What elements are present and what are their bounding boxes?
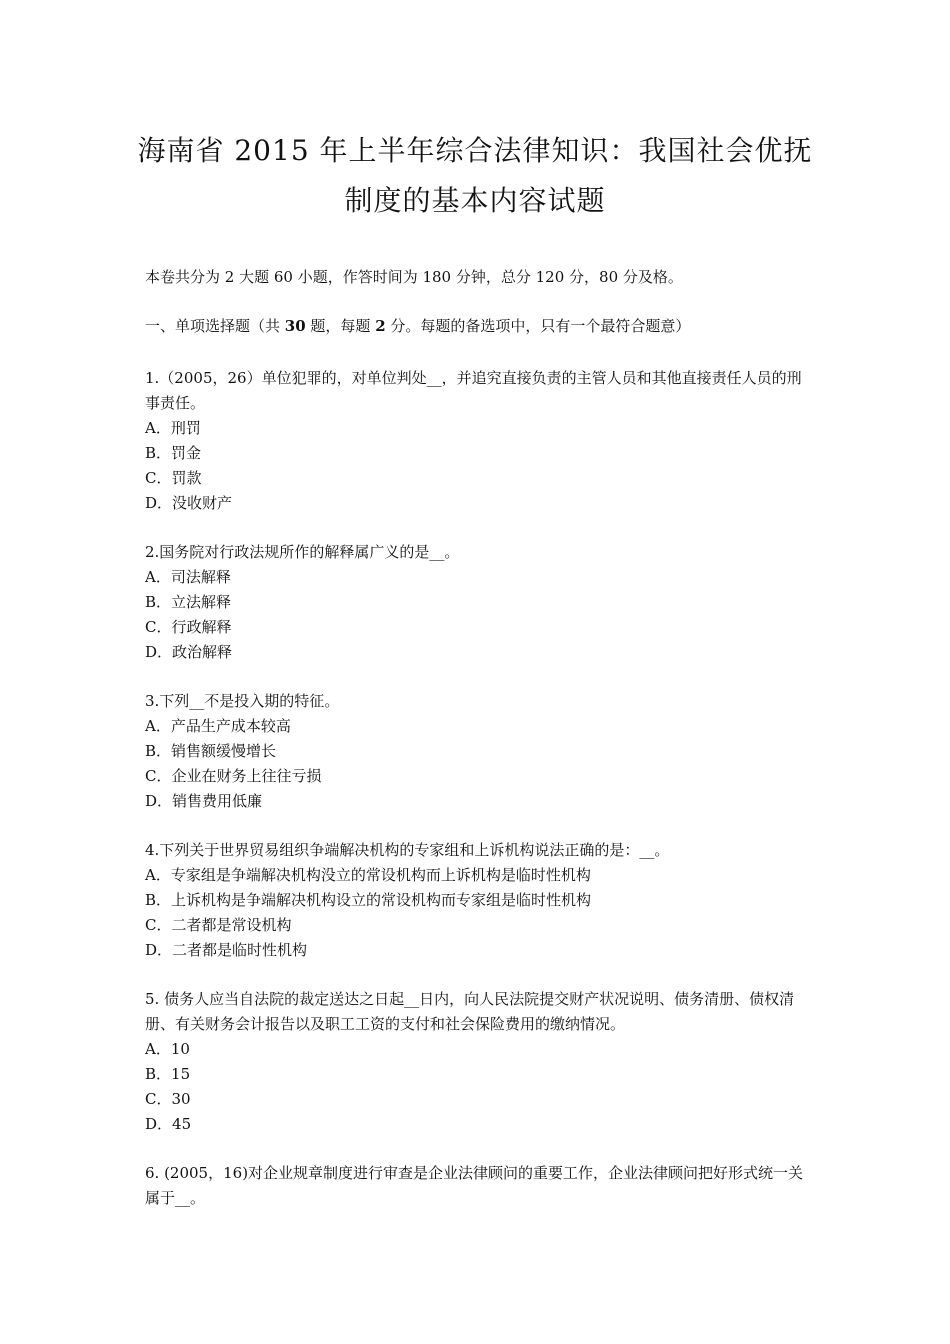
option-d: D．45	[145, 1115, 192, 1133]
exam-intro: 本卷共分为 2 大题 60 小题，作答时间为 180 分钟，总分 120 分，80 分及格。	[145, 268, 683, 286]
option-a: A．刑罚	[145, 419, 201, 437]
question-2	[145, 540, 815, 665]
question-6	[145, 1161, 815, 1211]
question-text: 2.国务院对行政法规所作的解释属广义的是__。	[145, 543, 460, 561]
option-c: C．30	[145, 1090, 191, 1108]
document-title	[120, 126, 830, 226]
question-text: 4.下列关于世界贸易组织争端解决机构的专家组和上诉机构说法正确的是：__。	[145, 841, 670, 859]
question-4	[145, 838, 815, 963]
option-d: D．没收财产	[145, 494, 233, 512]
option-b: B．立法解释	[145, 593, 232, 611]
option-a: A．专家组是争端解决机构没立的常设机构而上诉机构是临时性机构	[145, 866, 591, 884]
option-b: B．上诉机构是争端解决机构设立的常设机构而专家组是临时性机构	[145, 891, 592, 909]
option-a: A．产品生产成本较高	[145, 717, 291, 735]
option-a: A．司法解释	[145, 568, 231, 586]
section-heading-mid: 题，每题	[305, 317, 376, 335]
option-d: D．销售费用低廉	[145, 792, 263, 810]
option-d: D．政治解释	[145, 643, 233, 661]
option-a: A．10	[145, 1040, 190, 1058]
title-line-2: 制度的基本内容试题	[344, 184, 606, 217]
question-5	[145, 987, 815, 1137]
option-c: C．罚款	[145, 469, 202, 487]
question-1	[145, 366, 815, 516]
section-heading-single-choice	[145, 314, 690, 338]
question-3	[145, 689, 815, 814]
section-heading-post: 分。每题的备选项中，只有一个最符合题意）	[385, 317, 691, 335]
question-text: 5. 债务人应当自法院的裁定送达之日起__日内，向人民法院提交财产状况说明、债务清册、债权清册、有关财务会计报告以及职工工资的支付和社会保险费用的缴纳情况。	[145, 990, 795, 1033]
question-text: 3.下列__不是投入期的特征。	[145, 692, 340, 710]
title-line-1: 海南省 2015 年上半年综合法律知识：我国社会优抚	[137, 134, 813, 167]
section-question-count: 30	[284, 317, 306, 335]
option-c: C．二者都是常设机构	[145, 916, 292, 934]
option-b: B．15	[145, 1065, 191, 1083]
option-c: C．行政解释	[145, 618, 232, 636]
section-points-per-question: 2	[375, 317, 386, 335]
question-text: 6. (2005，16)对企业规章制度进行审查是企业法律顾问的重要工作，企业法律顾问把好形式统一关属于__。	[145, 1164, 804, 1207]
option-c: C．企业在财务上往往亏损	[145, 767, 322, 785]
option-b: B．销售额缓慢增长	[145, 742, 277, 760]
section-heading-pre: 一、单项选择题（共	[145, 317, 285, 335]
question-text: 1.（2005，26）单位犯罪的，对单位判处__，并追究直接负责的主管人员和其他直接责任人员的刑事责任。	[145, 369, 802, 412]
option-b: B．罚金	[145, 444, 202, 462]
option-d: D．二者都是临时性机构	[145, 941, 308, 959]
